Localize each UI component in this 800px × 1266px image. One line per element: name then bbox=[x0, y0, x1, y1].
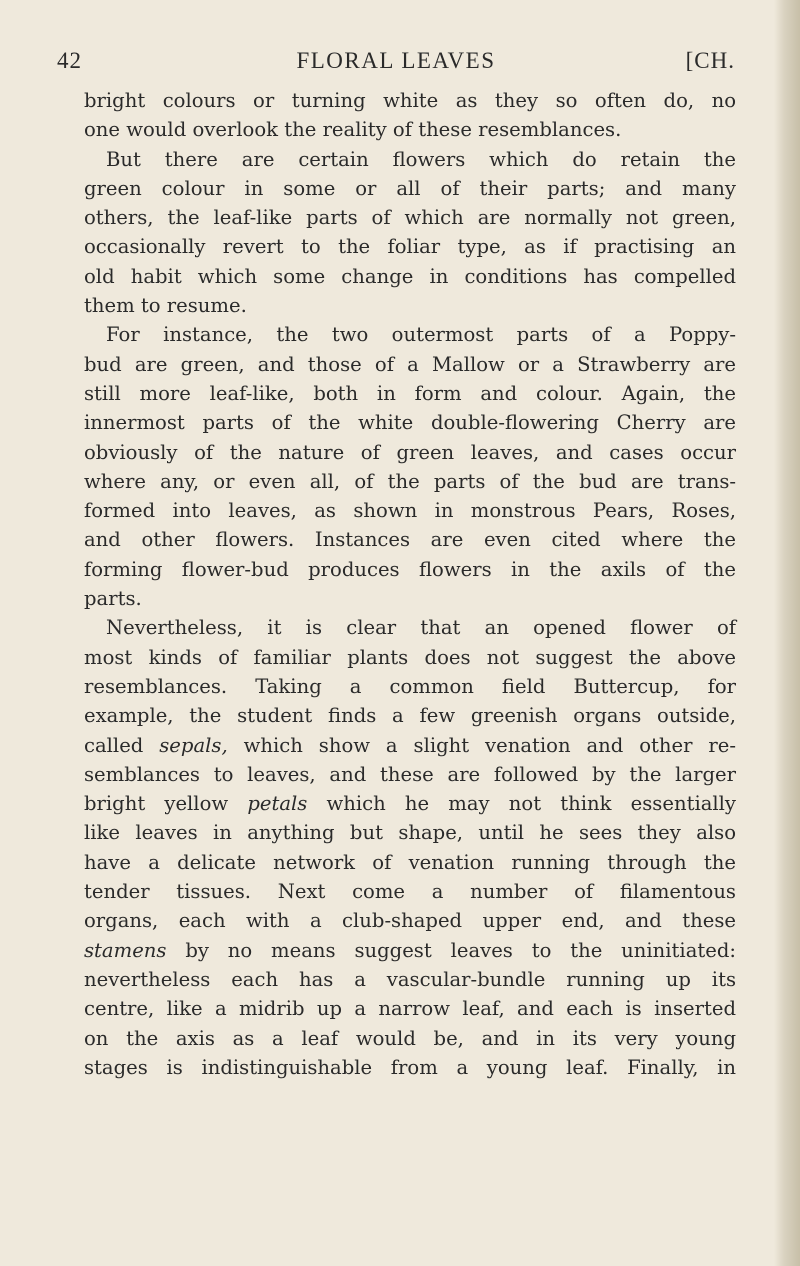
term-petals: petals bbox=[247, 792, 308, 816]
page-number: 42 bbox=[57, 48, 82, 73]
text-line: But there are certain flowers which do retain the bbox=[106, 147, 736, 171]
text-line: nevertheless each has a vascular-bundle running up its bbox=[84, 967, 736, 991]
text-line: have a delicate network of venation running through the bbox=[84, 850, 736, 874]
text-line: bright colours or turning white as they so often do, no bbox=[84, 89, 736, 112]
text-line: and other flowers. Instances are even cited where the bbox=[84, 528, 736, 552]
term-stamens: stamens bbox=[84, 938, 167, 962]
text-line: resemblances. Taking a common field Buttercup, for bbox=[84, 674, 736, 698]
text-line: formed into leaves, as shown in monstrous Pears, Roses, bbox=[84, 499, 736, 523]
text-line bbox=[84, 731, 736, 760]
text-line: green colour in some or all of their parts; and many bbox=[84, 176, 736, 200]
text-line: tender tissues. Next come a number of filamentous bbox=[84, 880, 736, 904]
text-line: stages is indistinguishable from a young leaf. Finally, in bbox=[84, 1055, 736, 1079]
text-line: occasionally revert to the foliar type, as if practising an bbox=[84, 235, 736, 259]
text-line bbox=[84, 789, 736, 818]
text-line: organs, each with a club-shaped upper end, and these bbox=[84, 909, 736, 933]
text-line: obviously of the nature of green leaves, and cases occur bbox=[84, 440, 736, 464]
text-line: others, the leaf-like parts of which are normally not green, bbox=[84, 206, 736, 230]
chapter-mark: [CH. bbox=[685, 48, 735, 73]
text-line: example, the student finds a few greenish organs outside, bbox=[84, 704, 736, 728]
text-line: still more leaf-like, both in form and colour. Again, the bbox=[84, 381, 736, 405]
text-fragment: which he may not think essentially bbox=[326, 792, 736, 816]
text-fragment: bright yellow bbox=[84, 792, 229, 816]
text-line: on the axis as a leaf would be, and in its very young bbox=[84, 1026, 736, 1050]
body-text bbox=[84, 86, 736, 1082]
text-line: parts. bbox=[84, 587, 142, 611]
text-line: old habit which some change in conditions has compelled bbox=[84, 264, 736, 288]
text-fragment: which show a slight venation and other re- bbox=[243, 733, 736, 757]
text-line: like leaves in anything but shape, until he sees they also bbox=[84, 821, 736, 845]
text-line: bud are green, and those of a Mallow or a Strawberry are bbox=[84, 352, 736, 376]
text-line bbox=[84, 936, 736, 965]
text-line: semblances to leaves, and these are followed by the larger bbox=[84, 762, 736, 786]
text-fragment: by no means suggest leaves to the uninitiated: bbox=[185, 938, 736, 962]
text-line: Nevertheless, it is clear that an opened flower of bbox=[106, 616, 736, 640]
text-line: most kinds of familiar plants does not suggest the above bbox=[84, 645, 736, 669]
text-line: where any, or even all, of the parts of the bud are trans- bbox=[84, 469, 736, 493]
term-sepals: sepals, bbox=[159, 733, 228, 757]
text-line: centre, like a midrib up a narrow leaf, and each is inserted bbox=[84, 997, 736, 1021]
text-fragment: called bbox=[84, 733, 144, 757]
text-line: them to resume. bbox=[84, 294, 247, 318]
text-line: For instance, the two outermost parts of a Poppy- bbox=[106, 323, 736, 347]
text-line: forming flower-bud produces flowers in the axils of the bbox=[84, 557, 736, 581]
running-header bbox=[57, 48, 735, 78]
running-title: FLORAL LEAVES bbox=[296, 48, 496, 73]
text-line: innermost parts of the white double-flowering Cherry are bbox=[84, 411, 736, 435]
text-line: one would overlook the reality of these resemblances. bbox=[84, 118, 622, 142]
page-edge-shadow bbox=[774, 0, 800, 1266]
